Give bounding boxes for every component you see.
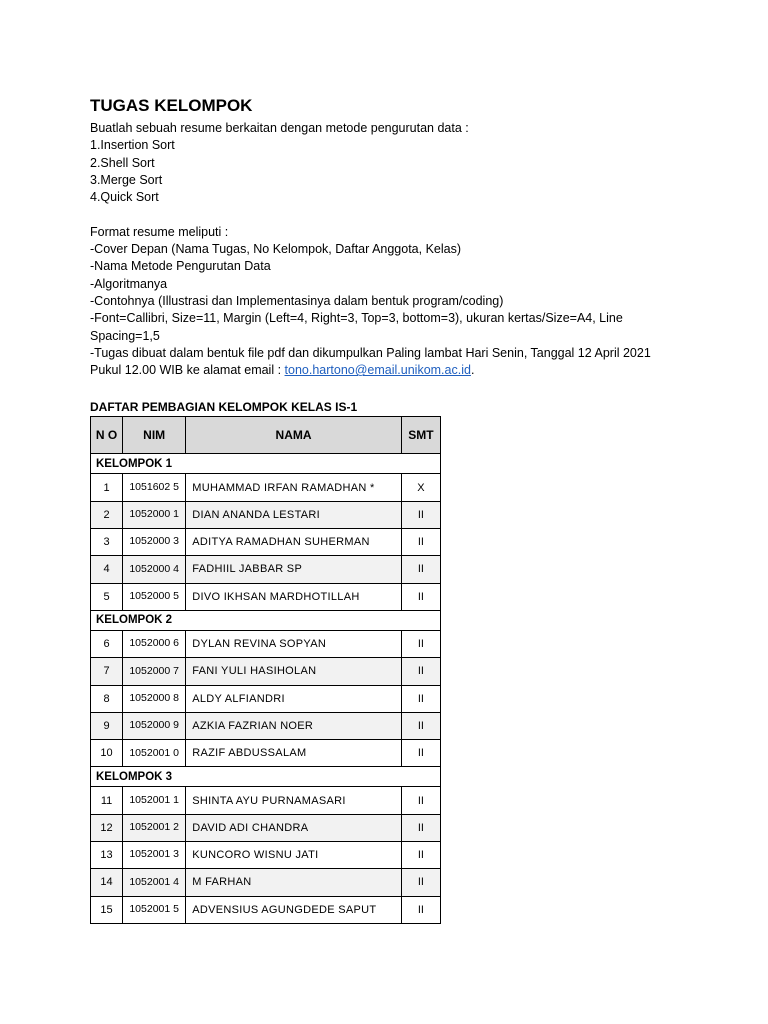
cell-no: 12 — [91, 814, 123, 841]
cell-nama: ADITYA RAMADHAN SUHERMAN — [186, 529, 402, 556]
group-name: KELOMPOK 1 — [91, 454, 441, 474]
submit-suffix: . — [470, 363, 475, 378]
table-row — [91, 630, 441, 657]
header-smt: SMT — [401, 417, 440, 454]
cell-no: 6 — [91, 630, 123, 657]
cell-nim: 1052001 4 — [123, 869, 186, 896]
cell-nim: 1052000 3 — [123, 529, 186, 556]
cell-no: 8 — [91, 685, 123, 712]
format-item: Spacing=1,5 — [90, 328, 160, 343]
cell-no: 2 — [91, 501, 123, 528]
cell-no: 14 — [91, 869, 123, 896]
cell-smt: II — [401, 869, 440, 896]
cell-nama: DIVO IKHSAN MARDHOTILLAH — [186, 583, 402, 610]
cell-nama: M FARHAN — [186, 869, 402, 896]
header-nama: NAMA — [186, 417, 402, 454]
cell-no: 10 — [91, 740, 123, 767]
cell-nim: 1052001 1 — [123, 787, 186, 814]
table-row — [91, 814, 441, 841]
cell-no: 13 — [91, 842, 123, 869]
document-title: TUGAS KELOMPOK — [90, 96, 253, 115]
cell-smt: II — [401, 842, 440, 869]
submit-prefix: Pukul 12.00 WIB ke alamat email : — [90, 363, 285, 378]
cell-smt: II — [401, 658, 440, 685]
cell-smt: II — [401, 712, 440, 739]
cell-smt: II — [401, 814, 440, 841]
group-header-row — [91, 767, 441, 787]
email-link[interactable]: tono.hartono@email.unikom.ac.id — [284, 363, 471, 378]
cell-smt: II — [401, 685, 440, 712]
format-item: -Tugas dibuat dalam bentuk file pdf dan dikumpulkan Paling lambat Hari Senin, Tanggal 12 April 2021 — [90, 345, 651, 360]
cell-no: 3 — [91, 529, 123, 556]
header-no: N O — [91, 417, 123, 454]
method-item: 2.Shell Sort — [90, 155, 155, 170]
submit-line — [90, 362, 690, 379]
table-title: DAFTAR PEMBAGIAN KELOMPOK KELAS IS-1 — [90, 400, 358, 415]
cell-no: 11 — [91, 787, 123, 814]
table-row — [91, 842, 441, 869]
document-page — [90, 96, 690, 924]
cell-nama: FANI YULI HASIHOLAN — [186, 658, 402, 685]
cell-nim: 1052000 8 — [123, 685, 186, 712]
table-row — [91, 658, 441, 685]
group-name: KELOMPOK 2 — [91, 610, 441, 630]
cell-nim: 1052001 5 — [123, 896, 186, 923]
method-item: 4.Quick Sort — [90, 190, 159, 205]
cell-no: 1 — [91, 474, 123, 501]
table-row — [91, 501, 441, 528]
table-header-row — [91, 417, 441, 454]
cell-nama: ALDY ALFIANDRI — [186, 685, 402, 712]
cell-nama: DAVID ADI CHANDRA — [186, 814, 402, 841]
cell-smt: X — [401, 474, 440, 501]
table-body — [91, 454, 441, 923]
cell-nim: 1052000 4 — [123, 556, 186, 583]
format-item: -Nama Metode Pengurutan Data — [90, 259, 271, 274]
cell-nim: 1052001 0 — [123, 740, 186, 767]
cell-nama: DYLAN REVINA SOPYAN — [186, 630, 402, 657]
cell-nama: DIAN ANANDA LESTARI — [186, 501, 402, 528]
cell-smt: II — [401, 740, 440, 767]
cell-no: 15 — [91, 896, 123, 923]
cell-nama: ADVENSIUS AGUNGDEDE SAPUT — [186, 896, 402, 923]
table-row — [91, 529, 441, 556]
table-row — [91, 556, 441, 583]
cell-nim: 1052001 3 — [123, 842, 186, 869]
cell-nim: 1052000 7 — [123, 658, 186, 685]
cell-nama: FADHIIL JABBAR SP — [186, 556, 402, 583]
cell-smt: II — [401, 529, 440, 556]
spacer — [90, 206, 690, 223]
group-table — [90, 416, 441, 923]
cell-smt: II — [401, 630, 440, 657]
group-header-row — [91, 610, 441, 630]
method-item: 3.Merge Sort — [90, 172, 163, 187]
cell-smt: II — [401, 583, 440, 610]
cell-nim: 1052000 9 — [123, 712, 186, 739]
format-item: -Contohnya (Illustrasi dan Implementasinya dalam bentuk program/coding) — [90, 293, 504, 308]
method-item: 1.Insertion Sort — [90, 138, 175, 153]
table-row — [91, 685, 441, 712]
group-name: KELOMPOK 3 — [91, 767, 441, 787]
cell-no: 7 — [91, 658, 123, 685]
cell-nama: RAZIF ABDUSSALAM — [186, 740, 402, 767]
format-item: -Algoritmanya — [90, 276, 168, 291]
table-row — [91, 712, 441, 739]
format-item: -Font=Callibri, Size=11, Margin (Left=4, Right=3, Top=3, bottom=3), ukuran kertas/Size=A4, Line — [90, 311, 623, 326]
table-row — [91, 583, 441, 610]
cell-no: 4 — [91, 556, 123, 583]
table-row — [91, 896, 441, 923]
cell-nama: SHINTA AYU PURNAMASARI — [186, 787, 402, 814]
group-header-row — [91, 454, 441, 474]
cell-nim: 1052000 1 — [123, 501, 186, 528]
table-row — [91, 740, 441, 767]
cell-nim: 1052000 6 — [123, 630, 186, 657]
cell-smt: II — [401, 556, 440, 583]
cell-nim: 1051602 5 — [123, 474, 186, 501]
format-item: -Cover Depan (Nama Tugas, No Kelompok, Daftar Anggota, Kelas) — [90, 242, 462, 257]
cell-nama: KUNCORO WISNU JATI — [186, 842, 402, 869]
cell-smt: II — [401, 787, 440, 814]
cell-nim: 1052001 2 — [123, 814, 186, 841]
cell-nama: AZKIA FAZRIAN NOER — [186, 712, 402, 739]
intro-text: Buatlah sebuah resume berkaitan dengan metode pengurutan data : — [90, 121, 469, 135]
table-row — [91, 787, 441, 814]
cell-no: 5 — [91, 583, 123, 610]
cell-smt: II — [401, 896, 440, 923]
header-nim: NIM — [123, 417, 186, 454]
cell-no: 9 — [91, 712, 123, 739]
table-row — [91, 474, 441, 501]
table-row — [91, 869, 441, 896]
cell-nama: MUHAMMAD IRFAN RAMADHAN * — [186, 474, 402, 501]
cell-smt: II — [401, 501, 440, 528]
format-heading: Format resume meliputi : — [90, 224, 229, 239]
cell-nim: 1052000 5 — [123, 583, 186, 610]
